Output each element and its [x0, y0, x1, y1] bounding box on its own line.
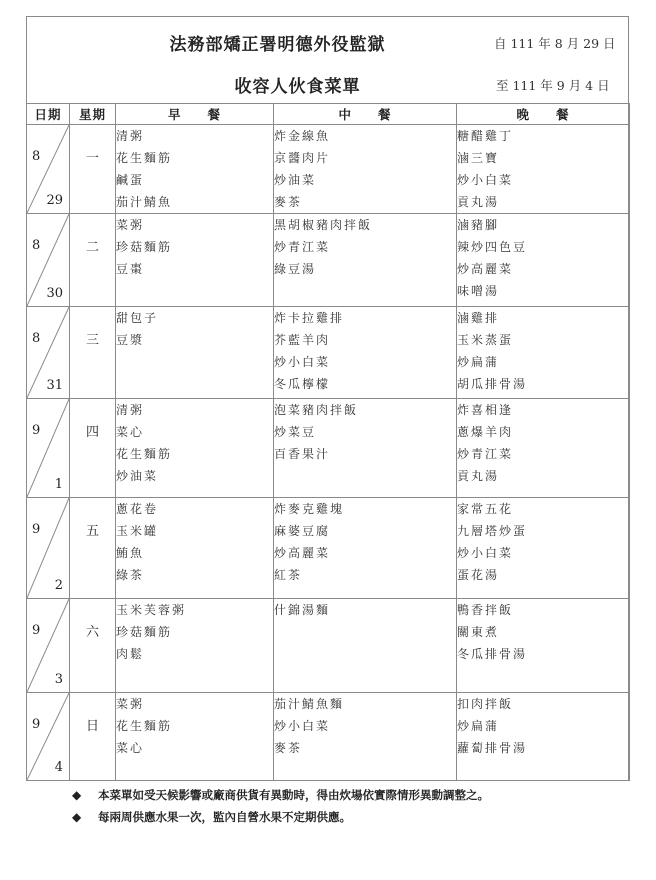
lunch-cell — [274, 498, 457, 599]
date-cell — [27, 125, 70, 214]
breakfast-cell — [116, 498, 274, 599]
notes-list — [72, 784, 489, 828]
diamond-bullet-icon: ◆ — [72, 810, 82, 824]
note-text: 每兩周供應水果一次，監內自營水果不定期供應。 — [98, 810, 351, 824]
weekday-cell — [70, 214, 116, 307]
lunch-cell — [274, 693, 457, 781]
dinner-cell — [457, 307, 630, 399]
date-to: 至 111 年 9 月 4 日 — [496, 78, 610, 93]
menu-body — [27, 125, 630, 781]
date-month: 8 — [32, 149, 41, 164]
dish-item: 冬瓜排骨湯 — [457, 647, 528, 661]
date-day: 1 — [54, 477, 63, 492]
dish-item: 九層塔炒蛋 — [457, 524, 528, 538]
dish-item: 茄汁鯖魚麵 — [274, 697, 345, 711]
header-date: 日期 — [27, 104, 70, 125]
date-cell — [27, 693, 70, 781]
date-cell — [27, 399, 70, 498]
dish-item: 花生麵筋 — [116, 151, 173, 165]
date-month: 9 — [32, 623, 41, 638]
dish-item: 什錦湯麵 — [274, 603, 331, 617]
dish-item: 紅茶 — [274, 568, 303, 582]
date-month: 9 — [32, 522, 41, 537]
dish-item: 麥茶 — [274, 741, 303, 755]
dish-item: 炒小白菜 — [274, 355, 331, 369]
dish-item: 綠茶 — [116, 568, 145, 582]
dish-item: 菜心 — [116, 741, 145, 755]
dinner-cell — [457, 399, 630, 498]
dish-item: 炸麥克雞塊 — [274, 502, 345, 516]
dish-item: 清粥 — [116, 129, 145, 143]
dish-item: 炸卡拉雞排 — [274, 311, 345, 325]
dish-item: 蔥花卷 — [116, 502, 159, 516]
dish-item: 胡瓜排骨湯 — [457, 377, 528, 391]
weekday-label: 五 — [85, 524, 99, 539]
dish-item: 貢丸湯 — [457, 469, 500, 483]
dish-item: 珍菇麵筋 — [116, 625, 173, 639]
lunch-cell — [274, 599, 457, 693]
breakfast-cell — [116, 399, 274, 498]
weekday-label: 四 — [85, 425, 99, 440]
institution-title: 法務部矯正署明德外役監獄 — [169, 35, 386, 55]
table-row — [27, 693, 630, 781]
dish-item: 炒小白菜 — [457, 546, 514, 560]
header-lunch-char2: 餐 — [378, 107, 392, 122]
dish-item: 炸喜相逢 — [457, 403, 514, 417]
table-row — [27, 307, 630, 399]
weekday-label: 日 — [85, 719, 99, 734]
weekday-cell — [70, 599, 116, 693]
dish-item: 蘿蔔排骨湯 — [457, 741, 528, 755]
date-day: 3 — [54, 672, 63, 687]
dish-item: 鴨香拌飯 — [457, 603, 514, 617]
date-month: 8 — [32, 238, 41, 253]
dish-item: 滷三寶 — [457, 151, 500, 165]
dish-item: 百香果汁 — [274, 447, 331, 461]
date-month: 8 — [32, 331, 41, 346]
dish-item: 滷豬腳 — [457, 218, 500, 232]
dish-item: 炒扁蒲 — [457, 355, 500, 369]
dish-item: 菜粥 — [116, 218, 145, 232]
header-weekday: 星期 — [70, 104, 116, 125]
dish-item: 關東煮 — [457, 625, 500, 639]
menu-title: 收容人伙食菜單 — [234, 77, 361, 97]
table-row — [27, 125, 630, 214]
dish-item: 辣炒四色豆 — [457, 240, 528, 254]
weekday-label: 一 — [85, 151, 99, 166]
dish-item: 家常五花 — [457, 502, 514, 516]
dish-item: 玉米罐 — [116, 524, 159, 538]
date-day: 29 — [46, 193, 63, 208]
dish-item: 花生麵筋 — [116, 719, 173, 733]
dish-item: 炒菜豆 — [274, 425, 317, 439]
dish-item: 甜包子 — [116, 311, 159, 325]
dish-item: 味噌湯 — [457, 284, 500, 298]
dish-item: 冬瓜檸檬 — [274, 377, 331, 391]
menu-table — [26, 103, 630, 781]
date-cell — [27, 599, 70, 693]
breakfast-cell — [116, 125, 274, 214]
document-header — [26, 16, 629, 103]
dish-item: 京醬肉片 — [274, 151, 331, 165]
dish-item: 茄汁鯖魚 — [116, 195, 173, 209]
note-item — [72, 806, 489, 828]
dish-item: 炒青江菜 — [274, 240, 331, 254]
dish-item: 炒油菜 — [274, 173, 317, 187]
weekday-cell — [70, 693, 116, 781]
date-month: 9 — [32, 717, 41, 732]
dish-item: 玉米蒸蛋 — [457, 333, 514, 347]
weekday-label: 六 — [85, 625, 99, 640]
dinner-cell — [457, 214, 630, 307]
dish-item: 炒扁蒲 — [457, 719, 500, 733]
date-cell — [27, 307, 70, 399]
header-dinner-char2: 餐 — [556, 107, 570, 122]
dish-item: 珍菇麵筋 — [116, 240, 173, 254]
dish-item: 清粥 — [116, 403, 145, 417]
dish-item: 炒油菜 — [116, 469, 159, 483]
dish-item: 蔥爆羊肉 — [457, 425, 514, 439]
dish-item: 扣肉拌飯 — [457, 697, 514, 711]
lunch-cell — [274, 307, 457, 399]
dish-item: 菜粥 — [116, 697, 145, 711]
header-lunch-char1: 中 — [338, 107, 352, 122]
diamond-bullet-icon: ◆ — [72, 788, 82, 802]
dish-item: 黑胡椒豬肉拌飯 — [274, 218, 373, 232]
dish-item: 綠豆湯 — [274, 262, 317, 276]
dish-item: 麥茶 — [274, 195, 303, 209]
table-row — [27, 214, 630, 307]
note-item — [72, 784, 489, 806]
dinner-cell — [457, 599, 630, 693]
dinner-cell — [457, 125, 630, 214]
dish-item: 滷雞排 — [457, 311, 500, 325]
table-row — [27, 399, 630, 498]
table-row — [27, 599, 630, 693]
date-day: 31 — [46, 378, 63, 393]
date-day: 2 — [54, 578, 63, 593]
table-row — [27, 498, 630, 599]
dish-item: 鮪魚 — [116, 546, 145, 560]
header-lunch — [274, 104, 457, 125]
weekday-label: 三 — [85, 333, 99, 348]
breakfast-cell — [116, 307, 274, 399]
weekday-cell — [70, 498, 116, 599]
dish-item: 炒高麗菜 — [274, 546, 331, 560]
dish-item: 豆棗 — [116, 262, 145, 276]
dish-item: 菜心 — [116, 425, 145, 439]
breakfast-cell — [116, 599, 274, 693]
weekday-cell — [70, 125, 116, 214]
lunch-cell — [274, 399, 457, 498]
dish-item: 炒小白菜 — [274, 719, 331, 733]
dish-item: 炒青江菜 — [457, 447, 514, 461]
breakfast-cell — [116, 693, 274, 781]
date-month: 9 — [32, 423, 41, 438]
dish-item: 芥藍羊肉 — [274, 333, 331, 347]
dish-item: 蛋花湯 — [457, 568, 500, 582]
date-from: 自 111 年 8 月 29 日 — [494, 36, 616, 51]
weekday-label: 二 — [85, 240, 99, 255]
dish-item: 玉米芙蓉粥 — [116, 603, 187, 617]
date-cell — [27, 498, 70, 599]
date-day: 4 — [54, 760, 63, 775]
dish-item: 糖醋雞丁 — [457, 129, 514, 143]
weekday-cell — [70, 307, 116, 399]
dish-item: 肉鬆 — [116, 647, 145, 661]
dish-item: 炒小白菜 — [457, 173, 514, 187]
header-dinner — [457, 104, 630, 125]
header-breakfast-char1: 早 — [167, 107, 182, 122]
note-text: 本菜單如受天候影響或廠商供貨有異動時，得由炊場依實際情形異動調整之。 — [98, 788, 489, 802]
header-breakfast-char2: 餐 — [207, 107, 222, 122]
dinner-cell — [457, 693, 630, 781]
date-cell — [27, 214, 70, 307]
lunch-cell — [274, 214, 457, 307]
dish-item: 花生麵筋 — [116, 447, 173, 461]
dish-item: 麻婆豆腐 — [274, 524, 331, 538]
dish-item: 鹹蛋 — [116, 173, 145, 187]
dinner-cell — [457, 498, 630, 599]
dish-item: 炒高麗菜 — [457, 262, 514, 276]
header-dinner-char1: 晚 — [516, 107, 530, 122]
dish-item: 豆漿 — [116, 333, 145, 347]
header-breakfast — [116, 104, 274, 125]
dish-item: 泡菜豬肉拌飯 — [274, 403, 359, 417]
table-header-row — [27, 104, 630, 125]
dish-item: 貢丸湯 — [457, 195, 500, 209]
dish-item: 炸金線魚 — [274, 129, 331, 143]
date-day: 30 — [46, 286, 63, 301]
breakfast-cell — [116, 214, 274, 307]
weekday-cell — [70, 399, 116, 498]
lunch-cell — [274, 125, 457, 214]
